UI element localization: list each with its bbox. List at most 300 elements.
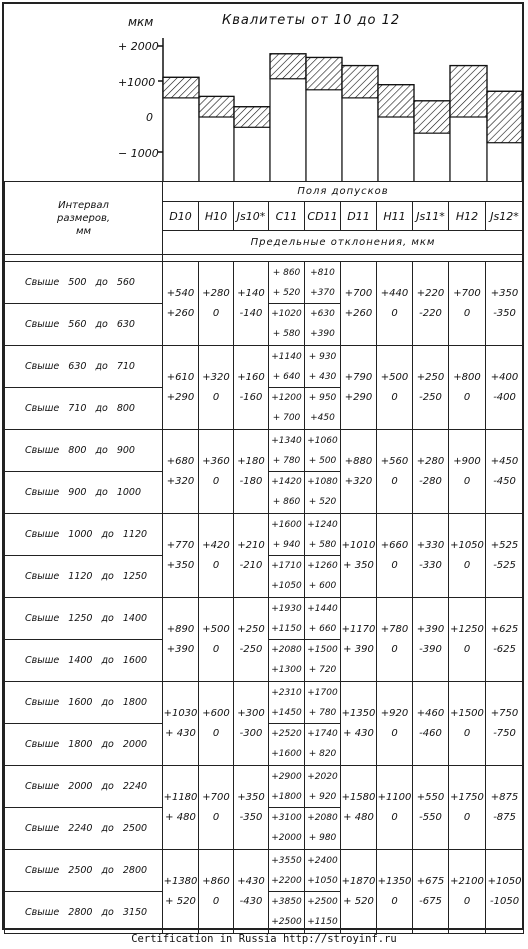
lower-deviation: + 430 bbox=[343, 727, 374, 739]
lower-deviation: 0 bbox=[212, 307, 220, 319]
tolerance-band bbox=[199, 96, 234, 117]
size-range-cell: Свыше 2800 до 3150 bbox=[5, 892, 163, 934]
size-range-cell: Свыше 1400 до 1600 bbox=[5, 640, 163, 682]
upper-deviation: +540 bbox=[166, 287, 195, 299]
upper-deviation: +800 bbox=[453, 371, 481, 383]
deviation-cell bbox=[449, 430, 486, 514]
upper-deviation: +920 bbox=[380, 707, 409, 719]
lower-deviation: -450 bbox=[493, 475, 516, 487]
upper-deviation: +780 bbox=[380, 623, 409, 635]
c11-value: + 780 bbox=[269, 451, 304, 472]
cd11-value: +1700 bbox=[307, 688, 338, 698]
lower-deviation: 0 bbox=[212, 895, 220, 907]
lower-deviation: -210 bbox=[239, 559, 263, 571]
cd11-value: +1240 bbox=[307, 520, 338, 530]
lower-deviation: 0 bbox=[463, 643, 471, 655]
upper-deviation: +660 bbox=[380, 539, 409, 551]
lower-deviation: 0 bbox=[212, 811, 220, 823]
deviation-cell bbox=[199, 514, 234, 598]
deviation-cell bbox=[199, 346, 234, 430]
c11-value: +1140 bbox=[271, 352, 302, 362]
c11-value: +1450 bbox=[269, 703, 304, 724]
deviation-cell bbox=[449, 262, 486, 346]
deviation-cell bbox=[199, 682, 234, 766]
size-range-cell: Свыше 1000 до 1120 bbox=[5, 514, 163, 556]
cd11-cell bbox=[305, 682, 341, 766]
deviation-cell bbox=[163, 346, 199, 430]
deviation-cell bbox=[163, 262, 199, 346]
c11-value: +1150 bbox=[269, 619, 304, 640]
lower-deviation: + 390 bbox=[343, 643, 374, 655]
tolerance-band bbox=[234, 107, 270, 128]
deviation-cell bbox=[377, 682, 413, 766]
deviation-cell bbox=[449, 682, 486, 766]
c11-cell bbox=[269, 262, 305, 346]
upper-deviation: +440 bbox=[380, 287, 409, 299]
c11-value: +3100 bbox=[271, 813, 302, 823]
c11-cell bbox=[269, 430, 305, 514]
lower-deviation: -180 bbox=[239, 475, 263, 487]
upper-deviation: +180 bbox=[237, 455, 265, 467]
upper-deviation: +875 bbox=[490, 791, 519, 803]
deviation-cell bbox=[413, 346, 449, 430]
lower-deviation: + 520 bbox=[343, 895, 374, 907]
lower-deviation: 0 bbox=[212, 727, 220, 739]
c11-value: + 580 bbox=[272, 329, 301, 339]
lower-deviation: -350 bbox=[493, 307, 516, 319]
cd11-value: + 720 bbox=[308, 665, 337, 675]
deviation-cell bbox=[413, 430, 449, 514]
deviation-cell bbox=[163, 514, 199, 598]
cd11-value: + 430 bbox=[305, 367, 340, 388]
lower-deviation: -875 bbox=[493, 811, 516, 823]
lower-deviation: -550 bbox=[419, 811, 442, 823]
size-range-cell: Свыше 2500 до 2800 bbox=[5, 850, 163, 892]
table-row bbox=[5, 850, 524, 892]
column-header: Js11* bbox=[413, 202, 449, 231]
cd11-value: + 600 bbox=[308, 581, 337, 591]
lower-deviation: +260 bbox=[166, 307, 195, 319]
lower-deviation: -160 bbox=[239, 391, 263, 403]
cd11-value: +390 bbox=[310, 329, 335, 339]
c11-value: +2900 bbox=[271, 772, 302, 782]
lower-deviation: 0 bbox=[463, 391, 471, 403]
upper-deviation: +350 bbox=[237, 791, 265, 803]
deviation-cell bbox=[377, 598, 413, 682]
upper-deviation: +360 bbox=[202, 455, 230, 467]
cd11-value: + 520 bbox=[308, 497, 337, 507]
upper-deviation: +860 bbox=[202, 875, 230, 887]
column-header: H11 bbox=[377, 202, 413, 231]
deviation-cell bbox=[377, 262, 413, 346]
lower-deviation: 0 bbox=[463, 727, 471, 739]
deviation-cell bbox=[163, 850, 199, 934]
deviation-cell bbox=[449, 346, 486, 430]
c11-value: +1300 bbox=[271, 665, 302, 675]
deviation-cell bbox=[163, 430, 199, 514]
upper-deviation: +1580 bbox=[341, 791, 376, 803]
upper-deviation: +280 bbox=[202, 287, 230, 299]
upper-deviation: +400 bbox=[490, 371, 519, 383]
cd11-value: +450 bbox=[310, 413, 335, 423]
c11-value: +1800 bbox=[269, 787, 304, 808]
lower-deviation: -140 bbox=[239, 307, 263, 319]
upper-deviation: +790 bbox=[344, 371, 373, 383]
deviation-cell bbox=[163, 766, 199, 850]
upper-deviation: +1050 bbox=[450, 539, 484, 551]
c11-value: +3850 bbox=[271, 897, 302, 907]
cd11-cell bbox=[305, 430, 341, 514]
cd11-cell bbox=[305, 766, 341, 850]
lower-deviation: -280 bbox=[419, 475, 442, 487]
cd11-value: +2500 bbox=[307, 897, 338, 907]
column-header: D10 bbox=[163, 202, 199, 231]
lower-deviation: 0 bbox=[391, 475, 398, 487]
lower-deviation: 0 bbox=[463, 895, 471, 907]
upper-deviation: +1350 bbox=[377, 875, 412, 887]
c11-value: +2000 bbox=[271, 833, 302, 843]
source-footer: Certification in Russia http://stroyinf.ru bbox=[131, 933, 397, 945]
c11-value: +1710 bbox=[271, 561, 302, 571]
table-row bbox=[5, 262, 524, 304]
tolerance-table bbox=[4, 181, 524, 934]
lower-deviation: -675 bbox=[419, 895, 442, 907]
c11-value: +1420 bbox=[271, 477, 302, 487]
lower-deviation: 0 bbox=[463, 559, 471, 571]
size-range-cell: Свыше 710 до 800 bbox=[5, 388, 163, 430]
deviations-header: Предельные отклонения, мкм bbox=[163, 231, 524, 255]
upper-deviation: +160 bbox=[237, 371, 265, 383]
c11-value: + 640 bbox=[269, 367, 304, 388]
cd11-value: +1050 bbox=[305, 871, 340, 892]
cd11-value: +1440 bbox=[307, 604, 338, 614]
upper-deviation: +560 bbox=[380, 455, 409, 467]
cd11-cell bbox=[305, 850, 341, 934]
lower-deviation: -250 bbox=[239, 643, 263, 655]
lower-deviation: + 480 bbox=[165, 811, 196, 823]
tolerance-band bbox=[270, 54, 306, 79]
cd11-value: + 930 bbox=[308, 352, 337, 362]
lower-deviation: 0 bbox=[391, 643, 398, 655]
lower-deviation: 0 bbox=[212, 391, 220, 403]
cd11-cell bbox=[305, 262, 341, 346]
c11-value: +1600 bbox=[271, 520, 302, 530]
diagram-title: Квалитеты от 10 до 12 bbox=[222, 13, 401, 28]
upper-deviation: +675 bbox=[416, 875, 445, 887]
c11-cell bbox=[269, 682, 305, 766]
diagram-unit: мкм bbox=[128, 15, 154, 29]
table-row bbox=[5, 514, 524, 556]
cd11-value: +1060 bbox=[307, 436, 338, 446]
size-range-cell: Свыше 1250 до 1400 bbox=[5, 598, 163, 640]
y-tick-0: 0 bbox=[146, 111, 153, 124]
lower-deviation: +390 bbox=[166, 643, 195, 655]
deviation-cell bbox=[413, 598, 449, 682]
upper-deviation: +1010 bbox=[341, 539, 376, 551]
upper-deviation: +1050 bbox=[487, 875, 522, 887]
column-header: C11 bbox=[269, 202, 305, 231]
lower-deviation: -1050 bbox=[490, 895, 520, 907]
c11-value: + 860 bbox=[272, 268, 301, 278]
size-range-cell: Свыше 1600 до 1800 bbox=[5, 682, 163, 724]
upper-deviation: +1170 bbox=[341, 623, 376, 635]
upper-deviation: +250 bbox=[416, 371, 445, 383]
c11-value: +1200 bbox=[271, 393, 302, 403]
lower-deviation: +290 bbox=[166, 391, 195, 403]
deviation-cell bbox=[234, 766, 269, 850]
table-row bbox=[5, 598, 524, 640]
tolerance-band bbox=[306, 57, 342, 89]
c11-cell bbox=[269, 766, 305, 850]
lower-deviation: -250 bbox=[419, 391, 442, 403]
upper-deviation: +250 bbox=[237, 623, 265, 635]
size-range-cell: Свыше 1800 до 2000 bbox=[5, 724, 163, 766]
deviation-cell bbox=[234, 682, 269, 766]
lower-deviation: + 520 bbox=[165, 895, 196, 907]
deviation-cell bbox=[234, 262, 269, 346]
c11-value: + 860 bbox=[272, 497, 301, 507]
tolerance-band bbox=[450, 66, 487, 117]
lower-deviation: -220 bbox=[419, 307, 442, 319]
upper-deviation: +430 bbox=[237, 875, 265, 887]
column-header: Js12* bbox=[486, 202, 524, 231]
c11-cell bbox=[269, 850, 305, 934]
deviation-cell bbox=[413, 766, 449, 850]
lower-deviation: -350 bbox=[239, 811, 263, 823]
deviation-cell bbox=[449, 850, 486, 934]
upper-deviation: +750 bbox=[490, 707, 519, 719]
upper-deviation: +500 bbox=[202, 623, 230, 635]
cd11-value: + 820 bbox=[308, 749, 337, 759]
upper-deviation: +525 bbox=[490, 539, 519, 551]
cd11-value: + 950 bbox=[308, 393, 337, 403]
c11-value: +1930 bbox=[271, 604, 302, 614]
lower-deviation: +320 bbox=[166, 475, 195, 487]
deviation-cell bbox=[413, 682, 449, 766]
lower-deviation: 0 bbox=[391, 895, 398, 907]
column-header: D11 bbox=[341, 202, 377, 231]
c11-value: +2310 bbox=[271, 688, 302, 698]
upper-deviation: +220 bbox=[416, 287, 445, 299]
upper-deviation: +700 bbox=[453, 287, 481, 299]
upper-deviation: +1100 bbox=[377, 791, 412, 803]
upper-deviation: +600 bbox=[202, 707, 230, 719]
cd11-value: +1150 bbox=[307, 917, 338, 927]
deviation-cell bbox=[234, 598, 269, 682]
deviation-cell bbox=[199, 262, 234, 346]
deviation-cell bbox=[341, 850, 377, 934]
upper-deviation: +330 bbox=[416, 539, 445, 551]
upper-deviation: +460 bbox=[416, 707, 445, 719]
c11-value: +1020 bbox=[271, 309, 302, 319]
size-range-cell: Свыше 2240 до 2500 bbox=[5, 808, 163, 850]
cd11-value: + 660 bbox=[305, 619, 340, 640]
cd11-cell bbox=[305, 346, 341, 430]
lower-deviation: -300 bbox=[239, 727, 263, 739]
upper-deviation: +500 bbox=[380, 371, 409, 383]
interval-header: Интервал размеров, мм bbox=[5, 182, 163, 255]
upper-deviation: +1350 bbox=[341, 707, 376, 719]
cd11-value: + 980 bbox=[308, 833, 337, 843]
c11-cell bbox=[269, 514, 305, 598]
lower-deviation: -460 bbox=[419, 727, 442, 739]
table-row bbox=[5, 766, 524, 808]
column-header: Js10* bbox=[234, 202, 269, 231]
upper-deviation: +280 bbox=[416, 455, 445, 467]
c11-value: + 700 bbox=[272, 413, 301, 423]
deviation-cell bbox=[413, 850, 449, 934]
upper-deviation: +210 bbox=[237, 539, 265, 551]
deviation-cell bbox=[199, 850, 234, 934]
upper-deviation: +300 bbox=[237, 707, 265, 719]
table-row bbox=[5, 346, 524, 388]
deviation-cell bbox=[341, 682, 377, 766]
cd11-value: +2020 bbox=[307, 772, 338, 782]
tolerance-band bbox=[378, 85, 414, 117]
deviation-cell bbox=[486, 346, 524, 430]
deviation-cell bbox=[341, 262, 377, 346]
c11-cell bbox=[269, 346, 305, 430]
lower-deviation: 0 bbox=[212, 643, 220, 655]
tolerance-band bbox=[414, 101, 450, 133]
size-range-cell: Свыше 1120 до 1250 bbox=[5, 556, 163, 598]
c11-value: +2200 bbox=[269, 871, 304, 892]
column-header: H12 bbox=[449, 202, 486, 231]
upper-deviation: +550 bbox=[416, 791, 445, 803]
y-tick-1000: +1000 bbox=[118, 76, 156, 89]
deviation-cell bbox=[449, 766, 486, 850]
lower-deviation: -330 bbox=[419, 559, 442, 571]
deviation-cell bbox=[413, 514, 449, 598]
c11-cell bbox=[269, 598, 305, 682]
deviation-cell bbox=[234, 850, 269, 934]
cd11-value: +810 bbox=[310, 268, 335, 278]
cd11-value: +2400 bbox=[307, 856, 338, 866]
tolerance-field-diagram bbox=[0, 0, 528, 182]
cd11-value: +1500 bbox=[307, 645, 338, 655]
lower-deviation: + 350 bbox=[343, 559, 374, 571]
cd11-cell bbox=[305, 598, 341, 682]
c11-value: + 940 bbox=[269, 535, 304, 556]
lower-deviation: 0 bbox=[212, 559, 220, 571]
lower-deviation: 0 bbox=[391, 559, 398, 571]
upper-deviation: +350 bbox=[490, 287, 519, 299]
deviation-cell bbox=[234, 514, 269, 598]
tolerance-band bbox=[163, 77, 199, 98]
upper-deviation: +770 bbox=[166, 539, 195, 551]
upper-deviation: +900 bbox=[453, 455, 481, 467]
deviation-cell bbox=[199, 766, 234, 850]
cd11-value: +370 bbox=[305, 283, 340, 304]
y-tick-2000: + 2000 bbox=[118, 40, 159, 53]
cd11-value: +2080 bbox=[307, 813, 338, 823]
upper-deviation: +680 bbox=[166, 455, 195, 467]
deviation-cell bbox=[486, 598, 524, 682]
cd11-value: +1080 bbox=[307, 477, 338, 487]
c11-value: +2080 bbox=[271, 645, 302, 655]
upper-deviation: +320 bbox=[202, 371, 230, 383]
upper-deviation: +1750 bbox=[450, 791, 484, 803]
upper-deviation: +420 bbox=[202, 539, 230, 551]
c11-value: +3550 bbox=[271, 856, 302, 866]
column-header: CD11 bbox=[305, 202, 341, 231]
size-range-cell: Свыше 630 до 710 bbox=[5, 346, 163, 388]
lower-deviation: 0 bbox=[391, 811, 398, 823]
lower-deviation: + 430 bbox=[165, 727, 196, 739]
deviation-cell bbox=[486, 850, 524, 934]
lower-deviation: +260 bbox=[344, 307, 373, 319]
lower-deviation: -430 bbox=[239, 895, 263, 907]
lower-deviation: 0 bbox=[391, 391, 398, 403]
deviation-cell bbox=[341, 598, 377, 682]
table-row bbox=[5, 682, 524, 724]
deviation-cell bbox=[377, 850, 413, 934]
cd11-value: + 780 bbox=[305, 703, 340, 724]
deviation-cell bbox=[341, 514, 377, 598]
upper-deviation: +1870 bbox=[341, 875, 376, 887]
upper-deviation: +1030 bbox=[163, 707, 198, 719]
deviation-cell bbox=[486, 430, 524, 514]
cd11-value: + 580 bbox=[305, 535, 340, 556]
lower-deviation: -525 bbox=[493, 559, 516, 571]
c11-value: +1050 bbox=[271, 581, 302, 591]
deviation-cell bbox=[413, 262, 449, 346]
c11-value: + 520 bbox=[269, 283, 304, 304]
upper-deviation: +1250 bbox=[450, 623, 484, 635]
deviation-cell bbox=[234, 430, 269, 514]
lower-deviation: 0 bbox=[212, 475, 220, 487]
lower-deviation: 0 bbox=[463, 307, 471, 319]
deviation-cell bbox=[341, 430, 377, 514]
deviation-cell bbox=[486, 262, 524, 346]
c11-value: +2520 bbox=[271, 729, 302, 739]
deviation-cell bbox=[341, 346, 377, 430]
size-range-cell: Свыше 2000 до 2240 bbox=[5, 766, 163, 808]
size-range-cell: Свыше 800 до 900 bbox=[5, 430, 163, 472]
cd11-value: +630 bbox=[310, 309, 335, 319]
y-tick-minus-1000: − 1000 bbox=[118, 147, 159, 160]
upper-deviation: +140 bbox=[237, 287, 265, 299]
upper-deviation: +1500 bbox=[450, 707, 484, 719]
lower-deviation: -750 bbox=[493, 727, 516, 739]
lower-deviation: 0 bbox=[463, 475, 471, 487]
fields-header: Поля допусков bbox=[163, 182, 524, 202]
deviation-cell bbox=[199, 598, 234, 682]
deviation-cell bbox=[449, 598, 486, 682]
deviation-cell bbox=[234, 346, 269, 430]
lower-deviation: 0 bbox=[391, 727, 398, 739]
upper-deviation: +890 bbox=[166, 623, 195, 635]
size-range-cell: Свыше 500 до 560 bbox=[5, 262, 163, 304]
cd11-value: +1260 bbox=[307, 561, 338, 571]
deviation-cell bbox=[486, 682, 524, 766]
upper-deviation: +880 bbox=[344, 455, 373, 467]
upper-deviation: +700 bbox=[202, 791, 230, 803]
upper-deviation: +1380 bbox=[163, 875, 198, 887]
deviation-cell bbox=[199, 430, 234, 514]
deviation-cell bbox=[341, 766, 377, 850]
lower-deviation: +290 bbox=[344, 391, 373, 403]
deviation-cell bbox=[486, 514, 524, 598]
lower-deviation: +350 bbox=[166, 559, 195, 571]
tolerance-band bbox=[342, 66, 378, 98]
lower-deviation: -390 bbox=[419, 643, 442, 655]
table-row bbox=[5, 430, 524, 472]
deviation-cell bbox=[163, 682, 199, 766]
lower-deviation: + 480 bbox=[343, 811, 374, 823]
c11-value: +2500 bbox=[271, 917, 302, 927]
cd11-cell bbox=[305, 514, 341, 598]
